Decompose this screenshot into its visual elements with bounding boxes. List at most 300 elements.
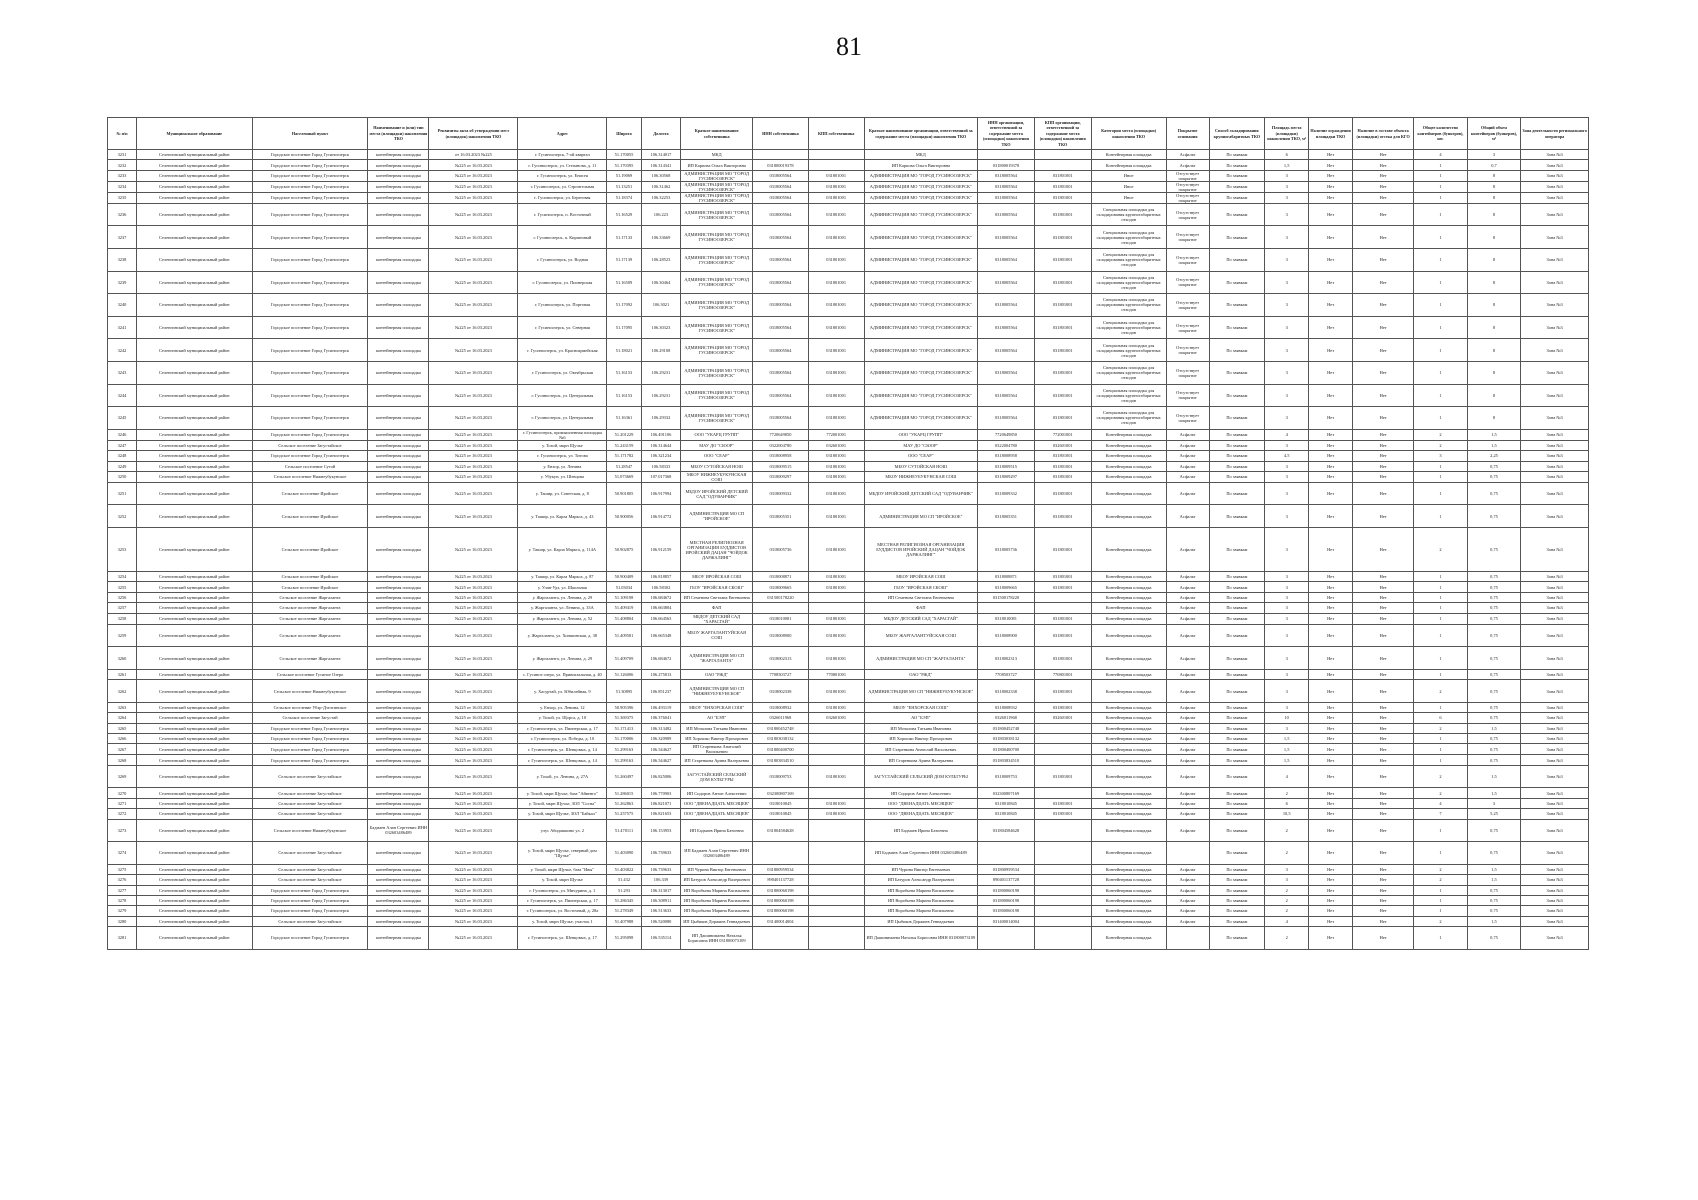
table-cell: 3 bbox=[1265, 482, 1309, 505]
table-row bbox=[108, 864, 1589, 874]
table-cell: 031801001 bbox=[1034, 505, 1091, 528]
table-cell: Нет bbox=[1309, 613, 1353, 624]
table-cell: Зона №3 bbox=[1521, 528, 1589, 572]
table-cell: МБДОУ ДЕТСКИЙ САД "ХАРАСГАЙ" bbox=[681, 613, 753, 624]
table-cell: По заявкам bbox=[1209, 788, 1265, 798]
table-cell: у. Енхор, ул. Ленина bbox=[518, 461, 607, 471]
table-cell: г. Гусиноозерск, ул. Енисея bbox=[518, 170, 607, 181]
table-cell: 3255 bbox=[108, 582, 137, 592]
table-cell: 51.278349 bbox=[607, 906, 641, 916]
table-cell: 1 bbox=[1414, 170, 1468, 181]
table-cell: Отсутствует покрытие bbox=[1166, 170, 1209, 181]
table-cell: Контейнерная площадка bbox=[1091, 927, 1166, 950]
table-cell: 031800060198 bbox=[753, 906, 809, 916]
table-cell: №225 от 16.03.2023 bbox=[429, 592, 518, 602]
table-row bbox=[108, 170, 1589, 181]
table-cell: МБОУ ЖАРГАЛАНТУЙСКАЯ СОШ bbox=[681, 624, 753, 647]
table-cell: 3 bbox=[1265, 723, 1309, 733]
table-cell: Нет bbox=[1309, 471, 1353, 482]
table-cell: По заявкам bbox=[1209, 906, 1265, 916]
table-cell: По заявкам bbox=[1209, 528, 1265, 572]
table-cell: №225 от 16.03.2023 bbox=[429, 170, 518, 181]
table-cell: Нет bbox=[1353, 160, 1414, 170]
table-cell: Нет bbox=[1309, 819, 1353, 842]
table-cell: Городское поселение Город Гусиноозерск bbox=[252, 271, 368, 294]
table-cell: По заявкам bbox=[1209, 316, 1265, 339]
table-cell: 3 bbox=[1467, 798, 1521, 808]
table-cell: у. Жаргаланта, ул. Хоншинская, д. 38 bbox=[518, 624, 607, 647]
table-cell: Селенгинский муниципальный район bbox=[136, 181, 252, 192]
table-cell: 031800959534 bbox=[753, 864, 809, 874]
table-cell: По заявкам bbox=[1209, 885, 1265, 895]
table-cell: 031500178220 bbox=[753, 592, 809, 602]
table-cell: 031800452748 bbox=[978, 723, 1035, 733]
table-cell: контейнерная площадка bbox=[368, 170, 429, 181]
table-cell: 106.663804 bbox=[641, 603, 681, 613]
table-cell: 51.16509 bbox=[607, 271, 641, 294]
table-cell: 031801001 bbox=[1034, 451, 1091, 461]
table-cell: По заявкам bbox=[1209, 613, 1265, 624]
table-cell: Асфальт bbox=[1166, 755, 1209, 765]
page-number: 81 bbox=[836, 32, 862, 61]
table-cell: контейнерная площадка bbox=[368, 461, 429, 471]
table-cell: Асфальт bbox=[1166, 528, 1209, 572]
table-cell: 4,5 bbox=[1265, 451, 1309, 461]
table-cell: 032300807169 bbox=[978, 788, 1035, 798]
table-cell: 8 bbox=[1467, 271, 1521, 294]
table-cell: По заявкам bbox=[1209, 170, 1265, 181]
table-cell: 51.243159 bbox=[607, 440, 641, 450]
table-cell: МЕСТНАЯ РЕЛИГИОЗНАЯ ОРГАНИЗАЦИЯ БУДДИСТОВ ИРОЙСКИЙ ДАЦАН "ЧОЙДОК ДАРЖАЛИНГ" bbox=[681, 528, 753, 572]
table-cell: 0318002313 bbox=[753, 647, 809, 670]
table-cell: 0,75 bbox=[1467, 702, 1521, 712]
table-cell: Нет bbox=[1309, 733, 1353, 743]
table-cell: 031801001 bbox=[808, 271, 864, 294]
table-cell: 51.16153 bbox=[607, 384, 641, 407]
table-cell: 1 bbox=[1414, 927, 1468, 950]
table-cell: 031801001 bbox=[808, 572, 864, 582]
table-cell: Отсутствует покрытие bbox=[1166, 361, 1209, 384]
table-cell: 106.664563 bbox=[641, 613, 681, 624]
table-cell: 106.313017 bbox=[641, 885, 681, 895]
table-cell: Сельское поселение Жаргаланта bbox=[252, 592, 368, 602]
table-cell: Контейнерная площадка bbox=[1091, 765, 1166, 788]
table-cell: По заявкам bbox=[1209, 294, 1265, 317]
table-cell: 031801001 bbox=[808, 384, 864, 407]
table-cell: Асфальт bbox=[1166, 723, 1209, 733]
table-cell: Сельское поселение Жаргаланта bbox=[252, 647, 368, 670]
table-cell: 770801001 bbox=[808, 669, 864, 679]
table-row bbox=[108, 181, 1589, 192]
table-cell: Нет bbox=[1353, 170, 1414, 181]
table-cell: №225 от 16.03.2023 bbox=[429, 906, 518, 916]
table-cell: г. Гусиноозерск, п. Кирпичный bbox=[518, 226, 607, 249]
table-cell: По заявкам bbox=[1209, 192, 1265, 203]
table-cell: №225 от 16.03.2023 bbox=[429, 440, 518, 450]
table-cell: 51.299163 bbox=[607, 755, 641, 765]
table-cell: 3 bbox=[1265, 669, 1309, 679]
table-cell: Асфальт bbox=[1166, 572, 1209, 582]
table-cell: 031801001 bbox=[808, 702, 864, 712]
table-cell: 031801001 bbox=[1034, 702, 1091, 712]
table-cell: Нет bbox=[1353, 798, 1414, 808]
table-cell: 031801001 bbox=[808, 624, 864, 647]
table-cell: 3 bbox=[1265, 271, 1309, 294]
table-cell: контейнерная площадка bbox=[368, 885, 429, 895]
table-cell: 3 bbox=[1265, 624, 1309, 647]
table-cell: Асфальт bbox=[1166, 906, 1209, 916]
table-cell bbox=[1034, 927, 1091, 950]
table-cell: 51.16153 bbox=[607, 361, 641, 384]
table-cell: 032300807169 bbox=[753, 788, 809, 798]
table-cell: г. Гусиноозерск, п. Восточный bbox=[518, 203, 607, 226]
table-cell: ООО "ДВЕНАДЦАТЬ МЕСЯЦЕВ" bbox=[864, 798, 978, 808]
table-cell: Селенгинский муниципальный район bbox=[136, 875, 252, 885]
table-cell: Отсутствует покрытие bbox=[1166, 294, 1209, 317]
table-cell: 031801001 bbox=[808, 582, 864, 592]
table-cell: 031801001 bbox=[1034, 461, 1091, 471]
table-cell: №225 от 16.03.2023 bbox=[429, 528, 518, 572]
table-cell: Селенгинский муниципальный район bbox=[136, 713, 252, 723]
table-cell: По заявкам bbox=[1209, 927, 1265, 950]
table-cell: 51.109198 bbox=[607, 592, 641, 602]
table-cell: 3237 bbox=[108, 226, 137, 249]
table-cell: По заявкам bbox=[1209, 592, 1265, 602]
table-cell: 3231 bbox=[108, 150, 137, 160]
table-cell: Иное bbox=[1091, 170, 1166, 181]
table-cell: Зона №3 bbox=[1521, 294, 1589, 317]
table-row bbox=[108, 482, 1589, 505]
table-cell: Нет bbox=[1309, 798, 1353, 808]
table-cell: Асфальт bbox=[1166, 669, 1209, 679]
table-cell: 0318005351 bbox=[753, 505, 809, 528]
table-cell: №225 от 16.03.2023 bbox=[429, 723, 518, 733]
table-cell: По заявкам bbox=[1209, 572, 1265, 582]
table-cell: Зона №3 bbox=[1521, 885, 1589, 895]
table-cell: Зона №3 bbox=[1521, 788, 1589, 798]
table-cell: Асфальт bbox=[1166, 160, 1209, 170]
table-cell: 0,75 bbox=[1467, 505, 1521, 528]
table-cell: 0318005564 bbox=[753, 192, 809, 203]
table-cell: 106.851237 bbox=[641, 680, 681, 703]
table-cell: АДМИНИСТРАЦИЯ МО "ГОРОД ГУСИНООЗЕРСК" bbox=[681, 316, 753, 339]
table-cell: ЗАГУСТАЙСКИЙ СЕЛЬСКИЙ ДОМ КУЛЬТУРЫ bbox=[864, 765, 978, 788]
table-cell: 3 bbox=[1265, 680, 1309, 703]
table-cell: 3254 bbox=[108, 572, 137, 582]
table-cell: контейнерная площадка bbox=[368, 451, 429, 461]
table-cell: 1 bbox=[1414, 895, 1468, 905]
table-cell: 031801001 bbox=[1034, 339, 1091, 362]
table-cell: МБОУ "ЕНХОРСКАЯ СОШ" bbox=[681, 702, 753, 712]
table-cell: №225 от 16.03.2023 bbox=[429, 809, 518, 819]
table-cell: 0,75 bbox=[1467, 603, 1521, 613]
table-cell: 3 bbox=[1265, 592, 1309, 602]
table-cell: Селенгинский муниципальный район bbox=[136, 669, 252, 679]
table-cell: 772001001 bbox=[808, 429, 864, 440]
table-cell: 106.314341 bbox=[641, 160, 681, 170]
table-cell: у. Тохой, мкрн Щучье, база "Ивы" bbox=[518, 864, 607, 874]
table-cell: 0318005736 bbox=[753, 528, 809, 572]
table-cell: АДМИНИСТРАЦИЯ МО "ГОРОД ГУСИНООЗЕРСК" bbox=[681, 339, 753, 362]
table-cell: контейнерная площадка bbox=[368, 192, 429, 203]
table-cell: 031801001 bbox=[1034, 361, 1091, 384]
table-row bbox=[108, 572, 1589, 582]
table-cell: 6 bbox=[1414, 713, 1468, 723]
table-cell: у. Убукун, ул. Шевцова bbox=[518, 471, 607, 482]
table-cell: 0,7 bbox=[1467, 160, 1521, 170]
table-cell: Асфальт bbox=[1166, 150, 1209, 160]
table-cell: Нет bbox=[1309, 505, 1353, 528]
table-cell: 2 bbox=[1414, 528, 1468, 572]
table-cell: контейнерная площадка bbox=[368, 927, 429, 950]
table-cell: Сельское поселение Загустайское bbox=[252, 809, 368, 819]
table-cell bbox=[808, 864, 864, 874]
table-cell: Селенгинский муниципальный район bbox=[136, 680, 252, 703]
table-cell: Нет bbox=[1353, 765, 1414, 788]
table-cell: 0318008900 bbox=[753, 624, 809, 647]
table-cell: Зона №3 bbox=[1521, 765, 1589, 788]
table-cell: Отсутствует покрытие bbox=[1166, 248, 1209, 271]
table-cell: Нет bbox=[1353, 482, 1414, 505]
table-row bbox=[108, 680, 1589, 703]
table-cell: 3 bbox=[1265, 181, 1309, 192]
table-cell: 3273 bbox=[108, 819, 137, 842]
table-cell bbox=[753, 603, 809, 613]
table-cell: Селенгинский муниципальный район bbox=[136, 572, 252, 582]
table-cell: Селенгинский муниципальный район bbox=[136, 916, 252, 926]
table-row bbox=[108, 733, 1589, 743]
table-cell: №225 от 16.03.2023 bbox=[429, 613, 518, 624]
table-cell bbox=[1034, 755, 1091, 765]
table-cell: По заявкам bbox=[1209, 226, 1265, 249]
table-cell: АДМИНИСТРАЦИЯ МО "ГОРОД ГУСИНООЗЕРСК" bbox=[864, 170, 978, 181]
table-cell: Зона №3 bbox=[1521, 713, 1589, 723]
table-cell: Зона №3 bbox=[1521, 927, 1589, 950]
table-cell: №225 от 16.03.2023 bbox=[429, 471, 518, 482]
table-cell: 031801001 bbox=[808, 361, 864, 384]
table-cell: Контейнерная площадка bbox=[1091, 723, 1166, 733]
table-cell: 031801001 bbox=[808, 461, 864, 471]
table-cell: Нет bbox=[1309, 192, 1353, 203]
table-cell: Селенгинский муниципальный район bbox=[136, 927, 252, 950]
table-cell: ООО "ДВЕНАДЦАТЬ МЕСЯЦЕВ" bbox=[864, 809, 978, 819]
table-cell: 51.170055 bbox=[607, 150, 641, 160]
table-cell: ИП Сидоров Антон Алексеевич bbox=[864, 788, 978, 798]
table-cell: контейнерная площадка bbox=[368, 482, 429, 505]
table-cell: Отсутствует покрытие bbox=[1166, 384, 1209, 407]
table-cell: контейнерная площадка bbox=[368, 788, 429, 798]
table-cell: 031800400700 bbox=[753, 744, 809, 755]
table-cell: 2 bbox=[1414, 765, 1468, 788]
table-cell: 3240 bbox=[108, 294, 137, 317]
table-cell: Нет bbox=[1309, 160, 1353, 170]
table-cell: 3 bbox=[1265, 461, 1309, 471]
table-cell: 51.18374 bbox=[607, 192, 641, 203]
table-cell: Селенгинский муниципальный район bbox=[136, 192, 252, 203]
table-cell: г. Гусиноозерск, 7-ой квартал bbox=[518, 150, 607, 160]
table-cell: Городское поселение Город Гусиноозерск bbox=[252, 170, 368, 181]
table-cell: 106.821071 bbox=[641, 798, 681, 808]
table-row bbox=[108, 407, 1589, 430]
column-header: Широта bbox=[607, 118, 641, 150]
table-cell: По заявкам bbox=[1209, 875, 1265, 885]
table-cell: у. Тохой, мкрн Щучье bbox=[518, 440, 607, 450]
table-cell: Нет bbox=[1309, 482, 1353, 505]
table-cell: Контейнерная площадка bbox=[1091, 603, 1166, 613]
table-cell: ИП Мочалова Татьяна Ивановна bbox=[681, 723, 753, 733]
table-cell: 106.314017 bbox=[641, 150, 681, 160]
table-cell: у. Ташир, ул. Карла Маркса, д. 114А bbox=[518, 528, 607, 572]
table-cell: Нет bbox=[1309, 702, 1353, 712]
table-cell: Зона №3 bbox=[1521, 384, 1589, 407]
table-cell: 0318009753 bbox=[978, 765, 1035, 788]
table-cell: у. Тохой, мкрн Щучье, северный дом "Щучье" bbox=[518, 842, 607, 865]
table-cell: Контейнерная площадка bbox=[1091, 482, 1166, 505]
column-header: Наличие ограждения площадки ТКО bbox=[1309, 118, 1353, 150]
table-cell: АДМИНИСТРАЦИЯ МО "ГОРОД ГУСИНООЗЕРСК" bbox=[681, 203, 753, 226]
table-cell: Зона №3 bbox=[1521, 451, 1589, 461]
table-cell: 1 bbox=[1414, 582, 1468, 592]
table-cell: 770801001 bbox=[1034, 669, 1091, 679]
table-cell: 3252 bbox=[108, 505, 137, 528]
table-row bbox=[108, 192, 1589, 203]
table-cell: 106.30323 bbox=[641, 316, 681, 339]
column-header: Краткое наименование собственника bbox=[681, 118, 753, 150]
table-row bbox=[108, 505, 1589, 528]
table-cell: Нет bbox=[1309, 875, 1353, 885]
table-cell: ИП Старенкова Анатолий Васильевич bbox=[681, 744, 753, 755]
table-cell: 0318008900 bbox=[978, 624, 1035, 647]
table-cell: ИП Цыбиков Доржиев Геннадьевич bbox=[681, 916, 753, 926]
table-cell: Нет bbox=[1353, 927, 1414, 950]
table-cell: 3 bbox=[1265, 192, 1309, 203]
table-row bbox=[108, 603, 1589, 613]
table-cell: 3241 bbox=[108, 316, 137, 339]
table-cell: Нет bbox=[1353, 294, 1414, 317]
table-cell bbox=[1034, 842, 1091, 865]
table-row bbox=[108, 316, 1589, 339]
table-cell: 51.409419 bbox=[607, 603, 641, 613]
table-cell: 031801001 bbox=[1034, 203, 1091, 226]
table-cell: 0326011968 bbox=[753, 713, 809, 723]
table-cell: Нет bbox=[1353, 271, 1414, 294]
table-row bbox=[108, 927, 1589, 950]
table-cell: 3251 bbox=[108, 482, 137, 505]
table-cell: 51.171782 bbox=[607, 451, 641, 461]
table-cell: у. Хасуртай, ул. Юбилейная, 9 bbox=[518, 680, 607, 703]
table-cell: 3262 bbox=[108, 680, 137, 703]
table-cell: 8 bbox=[1467, 384, 1521, 407]
table-cell: По заявкам bbox=[1209, 744, 1265, 755]
table-cell: 3232 bbox=[108, 160, 137, 170]
table-cell: Селенгинский муниципальный район bbox=[136, 755, 252, 765]
table-cell: 106.31462 bbox=[641, 181, 681, 192]
table-cell: Контейнерная площадка bbox=[1091, 842, 1166, 865]
table-cell: 1 bbox=[1414, 461, 1468, 471]
table-cell: 0,75 bbox=[1467, 680, 1521, 703]
table-cell: контейнерная площадка bbox=[368, 906, 429, 916]
table-cell: ИП Старенкова Анатолий Васильевич bbox=[864, 744, 978, 755]
table-cell: 50.900056 bbox=[607, 505, 641, 528]
table-row bbox=[108, 765, 1589, 788]
table-cell: №225 от 16.03.2023 bbox=[429, 505, 518, 528]
table-row bbox=[108, 384, 1589, 407]
table-cell: 3277 bbox=[108, 885, 137, 895]
table-cell: контейнерная площадка bbox=[368, 271, 429, 294]
table-cell: 1 bbox=[1414, 624, 1468, 647]
table-cell: 0318002313 bbox=[978, 647, 1035, 670]
table-cell: Асфальт bbox=[1166, 895, 1209, 905]
table-cell: 3 bbox=[1265, 582, 1309, 592]
table-cell: 106.684672 bbox=[641, 647, 681, 670]
table-cell: 1 bbox=[1414, 407, 1468, 430]
table-cell: АДМИНИСТРАЦИЯ МО "ГОРОД ГУСИНООЗЕРСК" bbox=[681, 361, 753, 384]
table-cell: 3268 bbox=[108, 755, 137, 765]
table-cell: 2,25 bbox=[1467, 451, 1521, 461]
table-cell: Нет bbox=[1353, 755, 1414, 765]
table-cell bbox=[1034, 895, 1091, 905]
column-header: Муниципальное образование bbox=[136, 118, 252, 150]
table-cell: контейнерная площадка bbox=[368, 294, 429, 317]
table-cell: 0318005564 bbox=[978, 170, 1035, 181]
table-cell: №225 от 16.03.2023 bbox=[429, 181, 518, 192]
table-cell: Сельское поселение Нижнеубукунское bbox=[252, 471, 368, 482]
table-cell: 1 bbox=[1414, 339, 1468, 362]
table-cell: контейнерная площадка bbox=[368, 150, 429, 160]
table-cell: 1 bbox=[1414, 248, 1468, 271]
table-row bbox=[108, 788, 1589, 798]
table-cell: г. Гусиноозерск, ул. Шевцовых, д. 14 bbox=[518, 755, 607, 765]
table-cell: Селенгинский муниципальный район bbox=[136, 316, 252, 339]
table-cell: Селенгинский муниципальный район bbox=[136, 248, 252, 271]
table-cell: 3260 bbox=[108, 647, 137, 670]
table-cell: 51.170395 bbox=[607, 160, 641, 170]
table-cell: Контейнерная площадка bbox=[1091, 885, 1166, 895]
table-cell: 0318005564 bbox=[753, 316, 809, 339]
table-cell: 2 bbox=[1265, 906, 1309, 916]
table-cell: 51.432 bbox=[607, 875, 641, 885]
table-cell: Зона №3 bbox=[1521, 819, 1589, 842]
table-cell: 1,5 bbox=[1467, 440, 1521, 450]
table-cell: контейнерная площадка bbox=[368, 471, 429, 482]
table-cell: Нет bbox=[1353, 203, 1414, 226]
table-cell: 031801001 bbox=[808, 680, 864, 703]
table-cell: Контейнерная площадка bbox=[1091, 647, 1166, 670]
table-cell: контейнерная площадка bbox=[368, 181, 429, 192]
table-cell: Отсутствует покрытие bbox=[1166, 271, 1209, 294]
table-cell: 031400014004 bbox=[753, 916, 809, 926]
table-cell: АДМИНИСТРАЦИЯ МО "ГОРОД ГУСИНООЗЕРСК" bbox=[864, 316, 978, 339]
table-cell: По заявкам bbox=[1209, 755, 1265, 765]
table-cell: АДМИНИСТРАЦИЯ МО "ГОРОД ГУСИНООЗЕРСК" bbox=[864, 271, 978, 294]
table-cell: контейнерная площадка bbox=[368, 798, 429, 808]
table-cell bbox=[808, 906, 864, 916]
table-cell: контейнерная площадка bbox=[368, 572, 429, 582]
table-cell: у. Енхор, ул. Ленина, 12 bbox=[518, 702, 607, 712]
table-row bbox=[108, 798, 1589, 808]
table-cell: Сельское поселение Жаргаланта bbox=[252, 603, 368, 613]
table-cell: 031801001 bbox=[808, 451, 864, 461]
table-cell: 106.535114 bbox=[641, 927, 681, 950]
table-cell: 8 bbox=[1467, 316, 1521, 339]
table-cell: ИП Карпова Ольга Викторовна bbox=[681, 160, 753, 170]
column-header: КПП организации, ответственной за содержание места (площадки) накопления ТКО bbox=[1034, 118, 1091, 150]
table-cell: ИП Дашинимаева Наталья Борисовна ИНН 031800073109 bbox=[681, 927, 753, 950]
table-cell: Асфальт bbox=[1166, 819, 1209, 842]
table-cell: Зона №3 bbox=[1521, 906, 1589, 916]
table-cell: 3236 bbox=[108, 203, 137, 226]
table-cell: Зона №3 bbox=[1521, 895, 1589, 905]
